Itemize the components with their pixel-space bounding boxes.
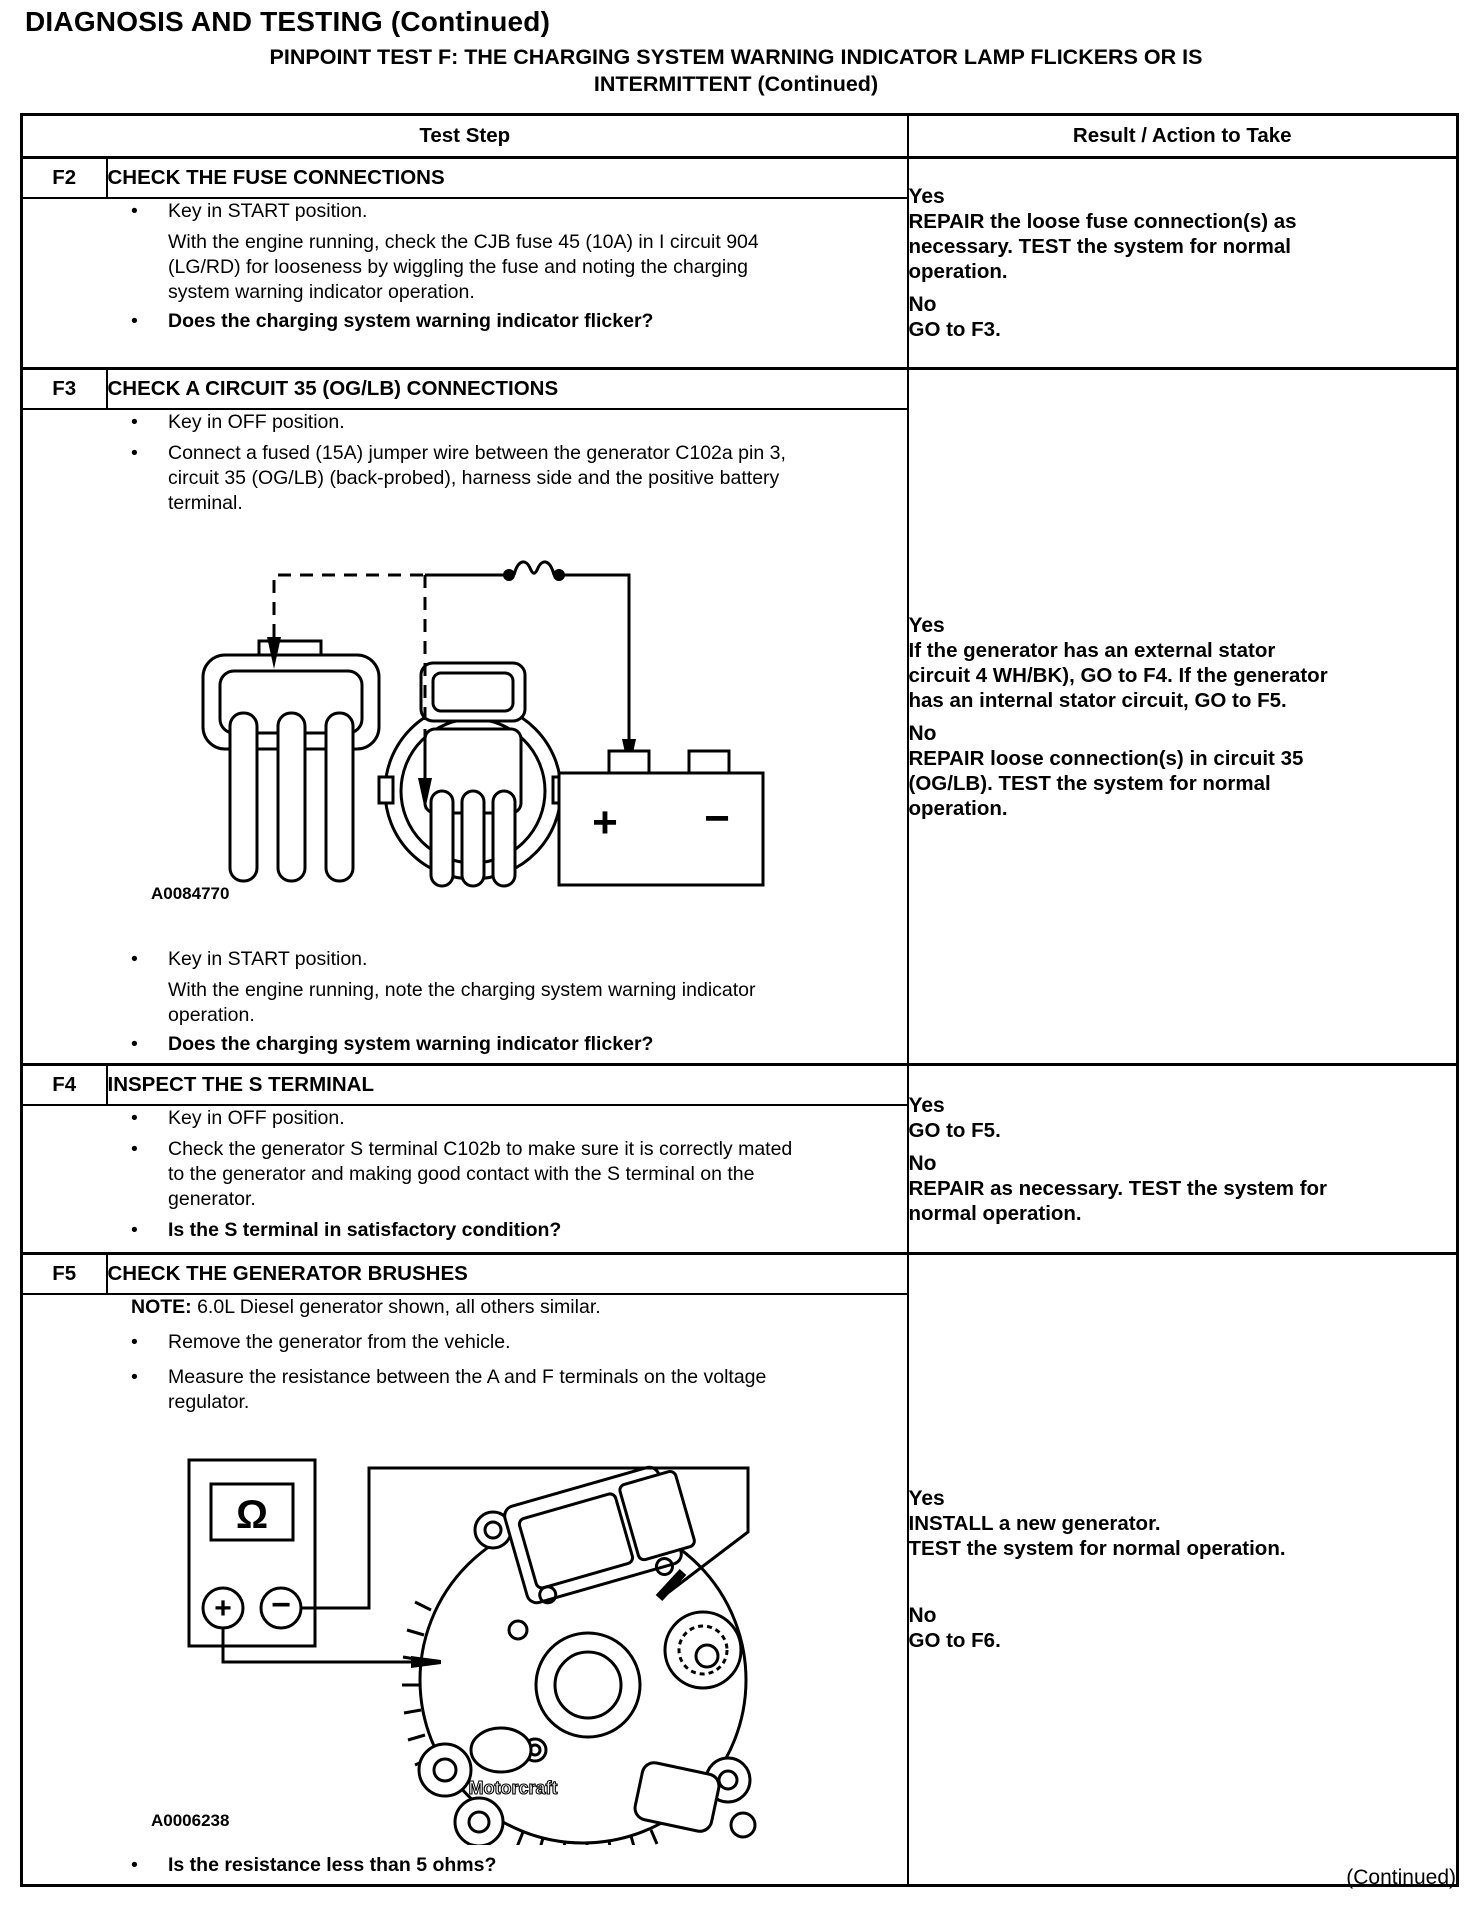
yes-action: GO to F5.: [908, 1118, 1001, 1142]
jumper-wire-diagram: [173, 545, 813, 904]
f4-step-2: Check the generator S terminal C102b to make sure it is correctly mated to the generator and making good contact with the S terminal on the generator.: [168, 1138, 793, 1210]
f4-step-1: Key in OFF position.: [168, 1107, 345, 1129]
generator-resistance-diagram: [183, 1450, 803, 1852]
connector-3pin-icon: [203, 641, 379, 881]
bullet-marker: •: [131, 310, 138, 332]
f5-step-1: Remove the generator from the vehicle.: [168, 1331, 511, 1353]
list-item: [131, 978, 907, 1028]
result-header: Result / Action to Take: [908, 115, 1458, 158]
no-label: No: [908, 1151, 937, 1175]
f2-step-detail: With the engine running, check the CJB fuse 45 (10A) in I circuit 904 (LG/RD) for looseness by wiggling the fuse and noting the charging system warning indicator operation.: [168, 231, 759, 303]
step-id-f2: F2: [22, 158, 107, 199]
list-item: [131, 199, 907, 224]
table-header-row: [22, 115, 1458, 158]
bullet-spacer: [131, 230, 168, 305]
pinpoint-test-table: [20, 113, 1459, 1887]
meter-positive-symbol: +: [214, 1592, 232, 1625]
yes-action: REPAIR the loose fuse connection(s) as necessary. TEST the system for normal operation.: [908, 210, 1297, 283]
fuse-terminal-dot: [503, 569, 515, 581]
bullet-marker: •: [131, 200, 138, 222]
list-item: [131, 947, 907, 972]
list-item: [131, 1106, 907, 1131]
f4-body-cell: [22, 1105, 908, 1254]
step-id-f4: F4: [22, 1065, 107, 1106]
step-f5-header-row: [22, 1254, 1458, 1295]
fuse-terminal-dot: [553, 569, 565, 581]
bullet-marker: •: [131, 411, 138, 433]
multimeter-icon: [189, 1460, 315, 1646]
connector-round-icon: [379, 663, 567, 886]
bullet-marker: •: [131, 1331, 138, 1353]
jumper-wire-figure: [173, 545, 813, 897]
f2-step-1: Key in START position.: [168, 200, 368, 222]
result-cell-f5: [908, 1254, 1458, 1886]
list-item: [131, 1137, 907, 1212]
yes-action-line2: TEST the system for normal operation.: [908, 1537, 1286, 1560]
f3-step-1: Key in OFF position.: [168, 411, 345, 433]
bullet-marker: •: [131, 1219, 138, 1241]
battery-negative-symbol: −: [704, 794, 730, 843]
yes-label: Yes: [908, 1487, 945, 1510]
bullet-marker: •: [131, 1854, 138, 1876]
bullet-marker: •: [131, 1138, 138, 1160]
bullet-marker: •: [131, 948, 138, 970]
no-label: No: [908, 721, 937, 745]
page-title: DIAGNOSIS AND TESTING (Continued): [25, 6, 551, 37]
step-f2-header-row: [22, 158, 1458, 199]
yes-label: Yes: [908, 613, 945, 637]
list-item: [131, 410, 907, 435]
step-title-f4: INSPECT THE S TERMINAL: [107, 1065, 908, 1106]
ohm-symbol: Ω: [235, 1493, 269, 1537]
f3-step-3: Key in START position.: [168, 948, 368, 970]
step-f3-header-row: [22, 369, 1458, 410]
yes-action: If the generator has an external stator circuit 4 WH/BK), GO to F4. If the generator has an internal stator circuit, GO to F5.: [908, 638, 1328, 712]
no-label: No: [908, 293, 937, 316]
step-title-f5: CHECK THE GENERATOR BRUSHES: [107, 1254, 908, 1295]
list-item: [131, 1330, 907, 1355]
generator-icon: [402, 1460, 755, 1845]
bullet-marker: •: [131, 442, 138, 464]
figure-label: A0006238: [151, 1811, 230, 1830]
step-title-f3: CHECK A CIRCUIT 35 (OG/LB) CONNECTIONS: [107, 369, 908, 410]
result-cell-f3: [908, 369, 1458, 1065]
f3-step-detail: With the engine running, note the charging system warning indicator operation.: [168, 979, 756, 1026]
page-continued-note: (Continued): [1346, 1866, 1456, 1889]
result-cell-f4: [908, 1065, 1458, 1254]
result-cell-f2: [908, 158, 1458, 369]
no-action: REPAIR as necessary. TEST the system for normal operation.: [908, 1176, 1328, 1225]
list-item: [131, 309, 907, 334]
f5-note: NOTE: 6.0L Diesel generator shown, all others similar.: [131, 1296, 601, 1318]
bullet-spacer: [131, 978, 168, 1028]
f5-step-2: Measure the resistance between the A and F terminals on the voltage regulator.: [168, 1366, 767, 1413]
no-action: GO to F3.: [908, 318, 1001, 341]
pinpoint-test-subtitle: [0, 44, 1472, 98]
no-action: GO to F6.: [908, 1629, 1001, 1652]
figure-label: A0084770: [151, 884, 230, 903]
f5-question: Is the resistance less than 5 ohms?: [168, 1854, 497, 1876]
bullet-marker: •: [131, 1366, 138, 1388]
no-action: REPAIR loose connection(s) in circuit 35 (OG/LB). TEST the system for normal operation.: [908, 746, 1304, 820]
list-item: [131, 1365, 907, 1415]
subtitle-line-2: INTERMITTENT (Continued): [593, 72, 879, 96]
meter-negative-symbol: −: [271, 1586, 291, 1624]
subtitle-line-1: PINPOINT TEST F: THE CHARGING SYSTEM WARNING INDICATOR LAMP FLICKERS OR IS: [269, 45, 1203, 69]
test-step-header: Test Step: [22, 115, 908, 158]
fuse-icon: [514, 562, 554, 575]
yes-label: Yes: [908, 1093, 945, 1117]
motorcraft-brand-label: Motorcraft: [468, 1778, 558, 1798]
f3-body-cell: [22, 409, 908, 1065]
step-f4-header-row: [22, 1065, 1458, 1106]
bullet-marker: •: [131, 1107, 138, 1129]
list-item: [131, 1032, 907, 1057]
f2-body-cell: [22, 198, 908, 369]
list-item: [131, 1218, 907, 1243]
step-title-f2: CHECK THE FUSE CONNECTIONS: [107, 158, 908, 199]
generator-resistance-figure: [183, 1450, 803, 1845]
yes-action-line1: INSTALL a new generator.: [908, 1512, 1161, 1535]
f5-body-cell: [22, 1294, 908, 1886]
bullet-marker: •: [131, 1033, 138, 1055]
list-item: [131, 230, 907, 305]
f2-question: Does the charging system warning indicator flicker?: [168, 310, 654, 332]
no-label: No: [908, 1604, 937, 1627]
battery-icon: [559, 751, 763, 885]
list-item: [131, 1853, 907, 1878]
f3-question: Does the charging system warning indicator flicker?: [168, 1033, 654, 1055]
list-item: [131, 441, 907, 516]
yes-label: Yes: [908, 185, 945, 208]
step-id-f5: F5: [22, 1254, 107, 1295]
battery-positive-symbol: +: [592, 798, 618, 847]
f3-step-2: Connect a fused (15A) jumper wire between the generator C102a pin 3, circuit 35 (OG/LB) (back-probed), harness side and the positive battery terminal.: [168, 442, 786, 514]
step-id-f3: F3: [22, 369, 107, 410]
f4-question: Is the S terminal in satisfactory condition?: [168, 1219, 562, 1241]
